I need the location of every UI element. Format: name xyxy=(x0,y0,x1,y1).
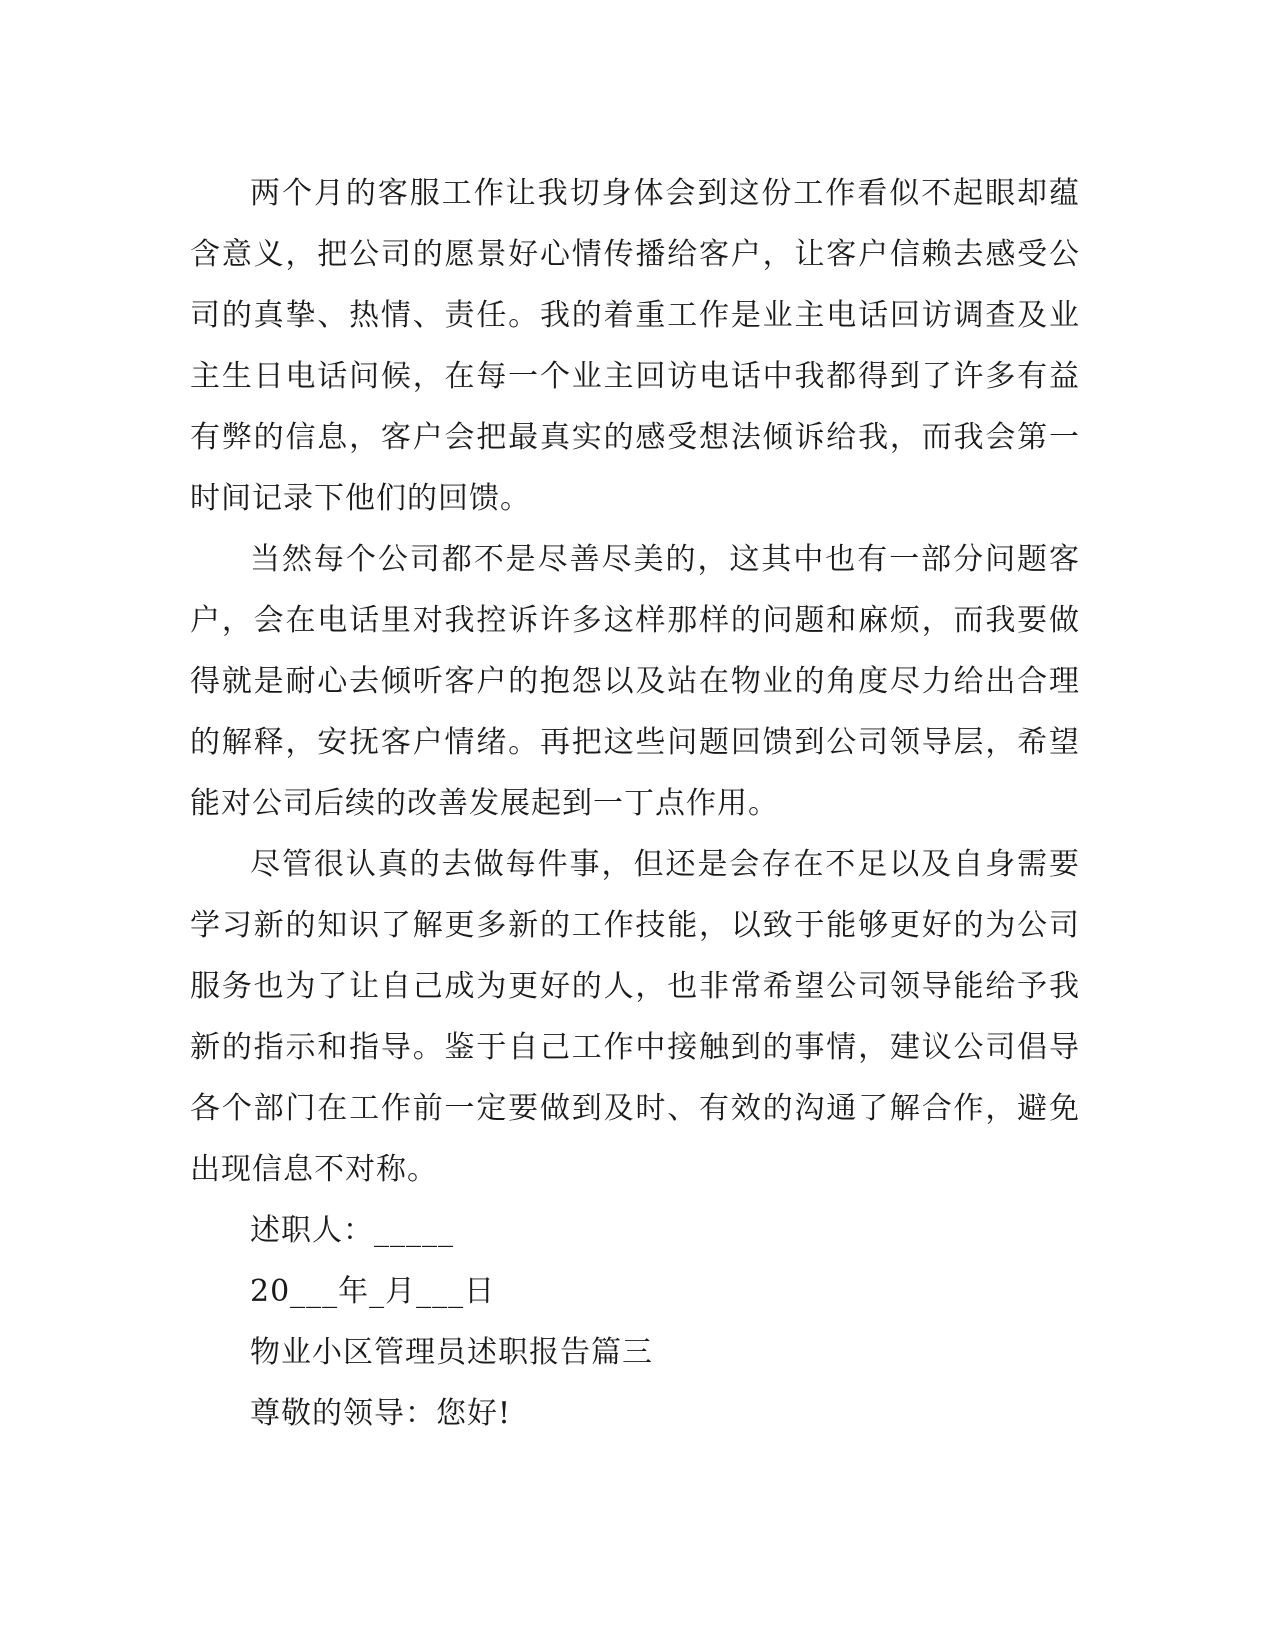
paragraph-problem-customers: 当然每个公司都不是尽善尽美的，这其中也有一部分问题客户，会在电话里对我控诉许多这样那样的问题和麻烦，而我要做得就是耐心去倾听客户的抱怨以及站在物业的角度尽力给出合理的解释，安抚客户情绪。再把这些问题回馈到公司领导层，希望能对公司后续的改善发展起到一丁点作用。 xyxy=(190,542,1080,821)
date-line: 20___年_月___日 xyxy=(250,1274,496,1309)
paragraph-customer-service-experience: 两个月的客服工作让我切身体会到这份工作看似不起眼却蕴含意义，把公司的愿景好心情传播给客户，让客户信赖去感受公司的真挚、热情、责任。我的着重工作是业主电话回访调查及业主生日电话问候，在每一个业主回访电话中我都得到了许多有益有弊的信息，客户会把最真实的感受想法倾诉给我，而我会第一时间记录下他们的回馈。 xyxy=(190,176,1080,516)
section-title: 物业小区管理员述职报告篇三 xyxy=(250,1335,653,1370)
signature-line: 述职人：_____ xyxy=(250,1213,454,1248)
salutation: 尊敬的领导：您好! xyxy=(250,1396,512,1431)
paragraph-improvement-suggestions: 尽管很认真的去做每件事，但还是会存在不足以及自身需要学习新的知识了解更多新的工作技能，以致于能够更好的为公司服务也为了让自己成为更好的人，也非常希望公司领导能给予我新的指示和指导。鉴于自己工作中接触到的事情，建议公司倡导各个部门在工作前一定要做到及时、有效的沟通了解合作，避免出现信息不对称。 xyxy=(190,847,1080,1187)
document-body xyxy=(190,163,1080,1444)
